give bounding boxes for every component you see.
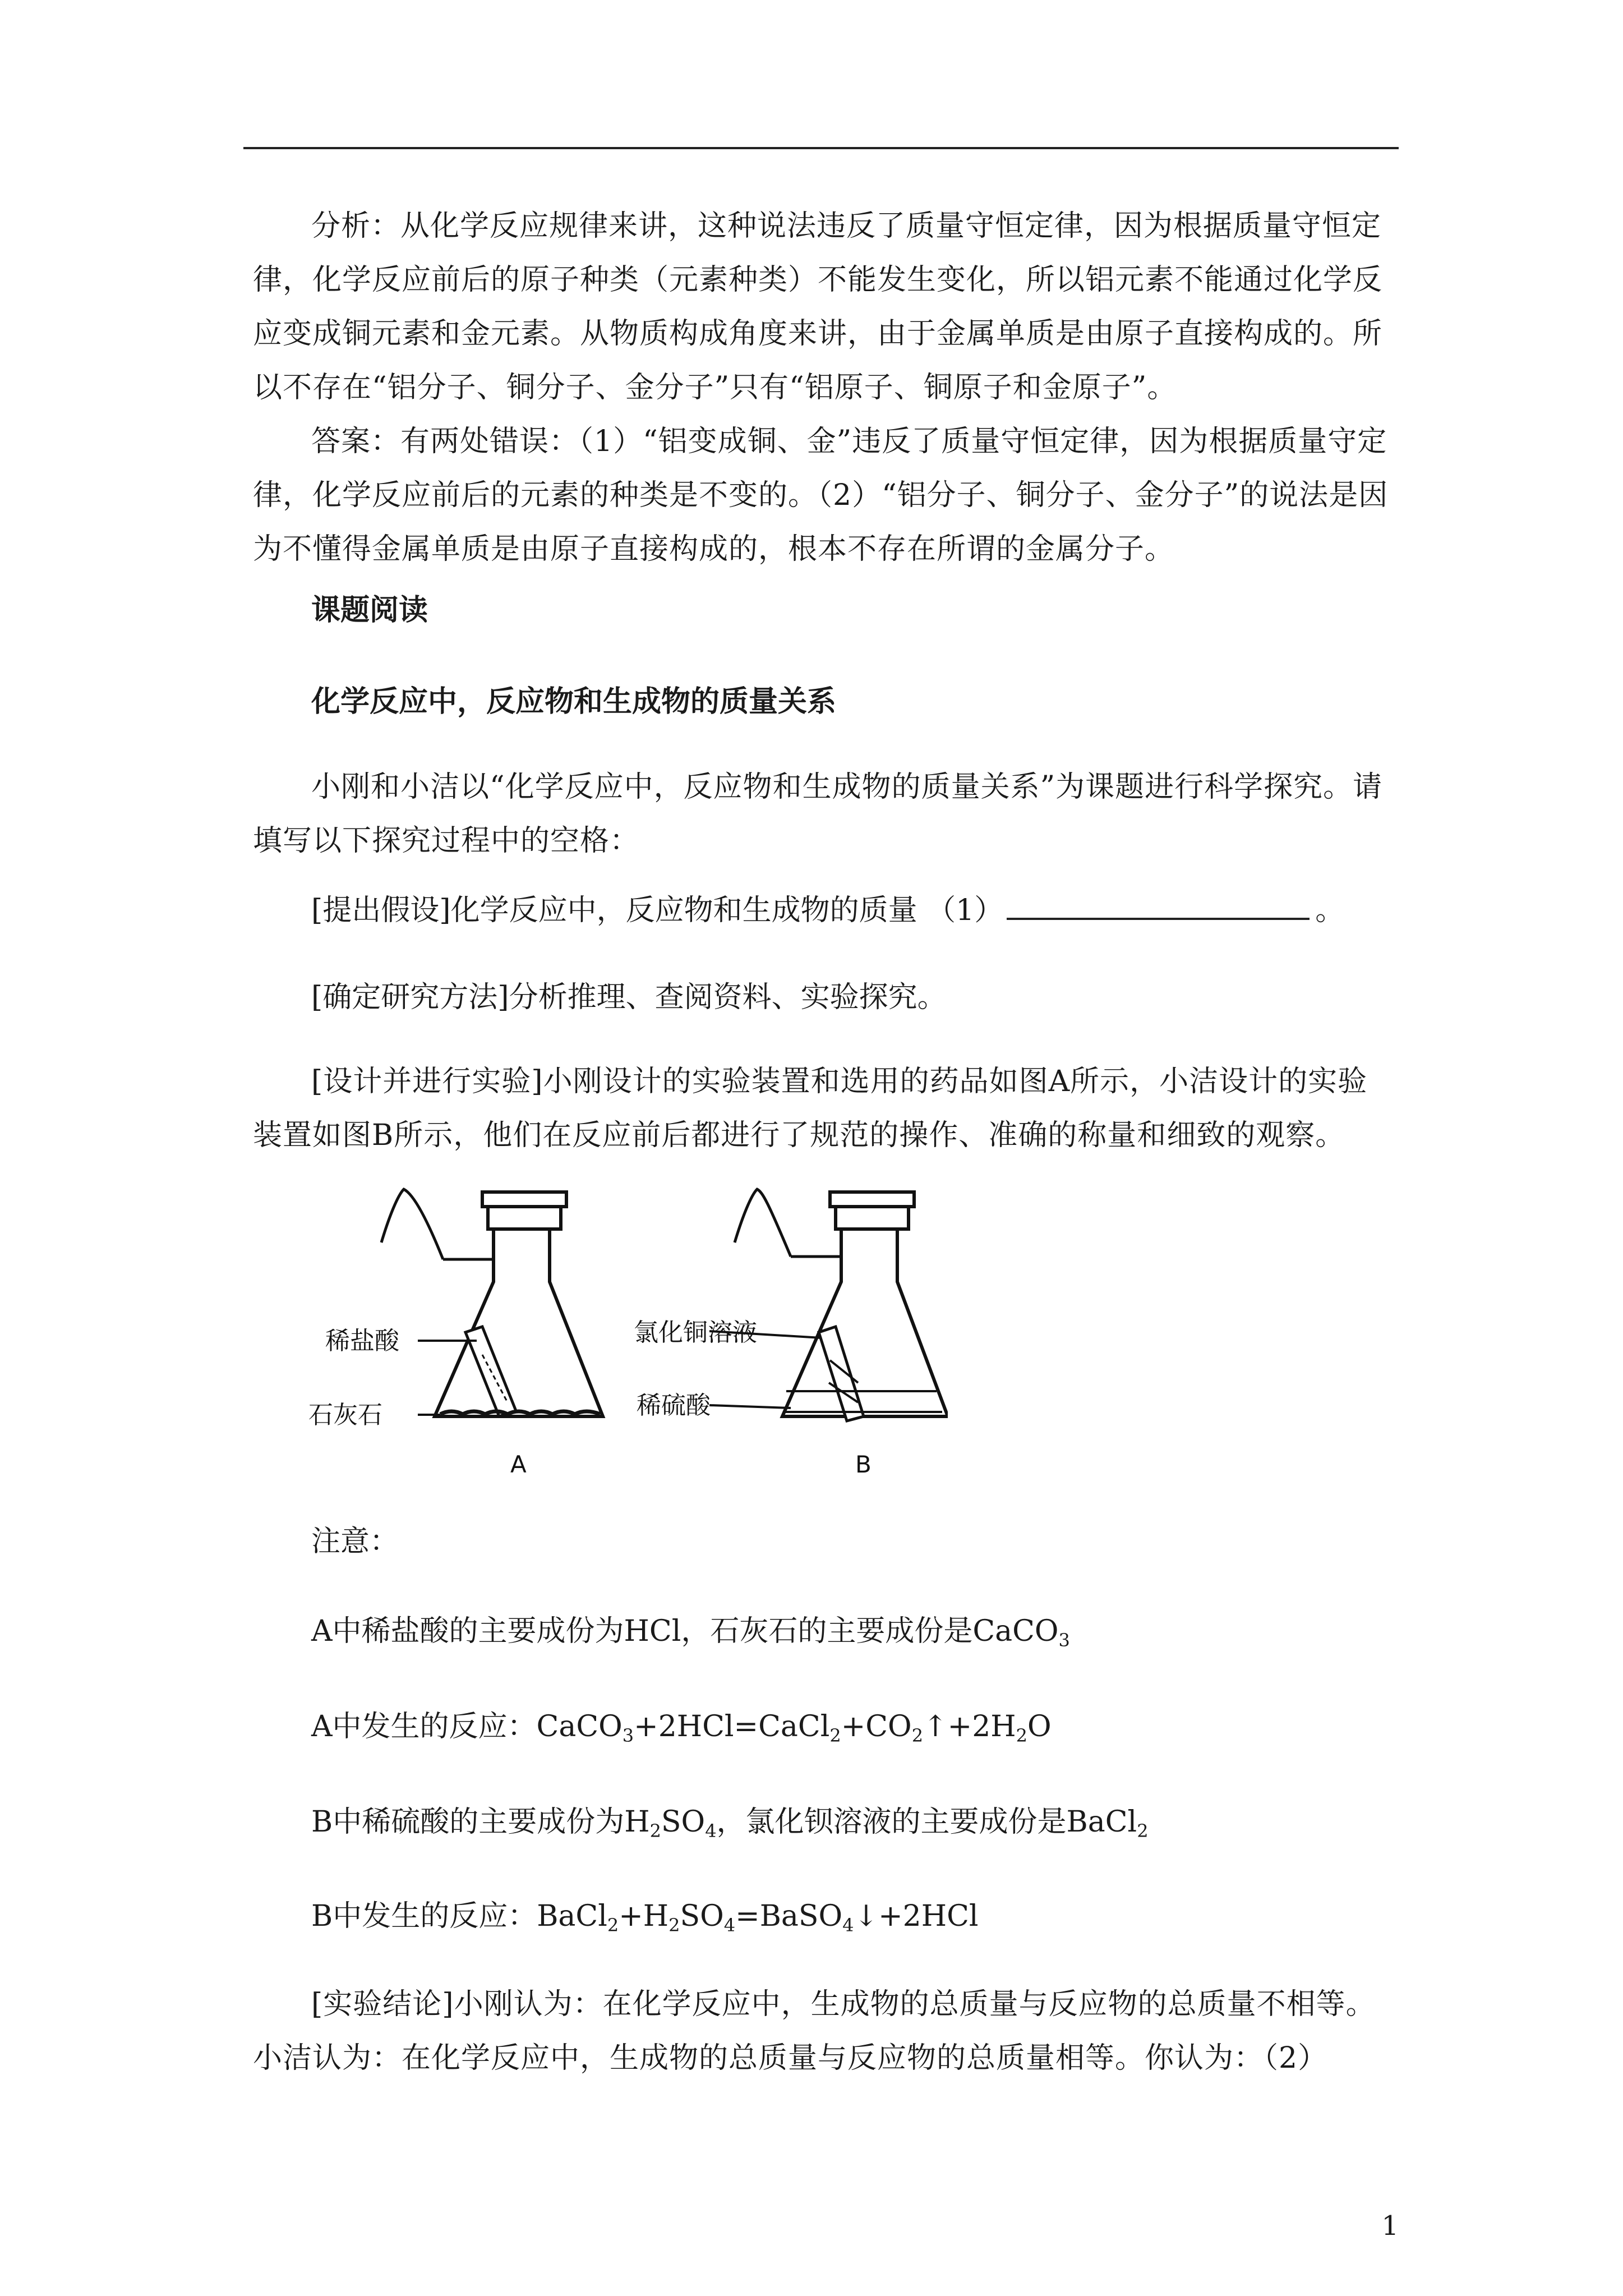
header-rule	[243, 147, 1399, 149]
label-dilute-sulfuric: 稀硫酸	[637, 1391, 711, 1420]
apparatus-diagram	[297, 1170, 948, 1484]
hypothesis-text: [提出假设]化学反应中，反应物和生成物的质量 （1）	[311, 894, 1004, 927]
hypothesis-end: 。	[1315, 894, 1345, 927]
intro-paragraph: 小刚和小洁以“化学反应中，反应物和生成物的质量关系”为课题进行科学探究。请填写以下探究过程中的空格：	[253, 770, 1383, 858]
note-2: A中发生的反应：$CaCO_3+2HCl=CaCl_2+CO_2↑+2H_2O$	[311, 1710, 1052, 1746]
section-label: 课题阅读	[311, 593, 428, 627]
topic-title: 化学反应中，反应物和生成物的质量关系	[311, 684, 837, 719]
note-label: 注意：	[311, 1525, 399, 1558]
note-4: B中发生的反应：$BaCl_2+H_2SO_4=BaSO_4↓+2HCl$	[311, 1899, 979, 1936]
answer-paragraph: 答案：有两处错误：（1）“铝变成铜、金”违反了质量守恒定律，因为根据质量守定律，化学反应前后的元素的种类是不变的。（2）“铝分子、铜分子、金分子”的说法是因为不懂得金属单质是由原子直接构成的，根本不存在所谓的金属分子。	[253, 425, 1389, 566]
analysis-paragraph: 分析：从化学反应规律来讲，这种说法违反了质量守恒定律，因为根据质量守恒定律，化学反应前后的原子种类（元素种类）不能发生变化，所以铝元素不能通过化学反应变成铜元素和金元素。从物质构成角度来讲，由于金属单质是由原子直接构成的。所以不存在“铝分子、铜分子、金分子”只有“铝原子、铜原子和金原子”。	[253, 209, 1383, 404]
hypothesis-line	[311, 884, 1344, 937]
apparatus-figure	[297, 1170, 948, 1484]
flask-b	[634, 1189, 948, 1478]
answer-blank-1[interactable]	[1007, 884, 1310, 920]
conclusion-paragraph: [实验结论]小刚认为：在化学反应中，生成物的总质量与反应物的总质量不相等。小洁认为：在化学反应中，生成物的总质量与反应物的总质量相等。你认为：（2）	[253, 1987, 1376, 2075]
method-line: [确定研究方法]分析推理、查阅资料、实验探究。	[311, 981, 947, 1014]
caption-b: B	[855, 1451, 872, 1478]
page-number: 1	[1381, 2210, 1399, 2242]
caption-a: A	[510, 1451, 527, 1478]
flask-a	[308, 1189, 603, 1478]
label-copper-chloride: 氯化铜溶液	[634, 1318, 757, 1347]
design-paragraph: [设计并进行实验]小刚设计的实验装置和选用的药品如图A所示，小洁设计的实验装置如图B所示，他们在反应前后都进行了规范的操作、准确的称量和细致的观察。	[253, 1065, 1368, 1152]
label-dilute-hcl: 稀盐酸	[325, 1327, 399, 1355]
note-1: A中稀盐酸的主要成份为HCl，石灰石的主要成份是CaCO$_3$	[311, 1614, 1070, 1651]
label-limestone: 石灰石	[308, 1401, 382, 1429]
note-3: B中稀硫酸的主要成份为$H_2SO_4$，氯化钡溶液的主要成份是BaCl$_2$	[311, 1805, 1149, 1842]
